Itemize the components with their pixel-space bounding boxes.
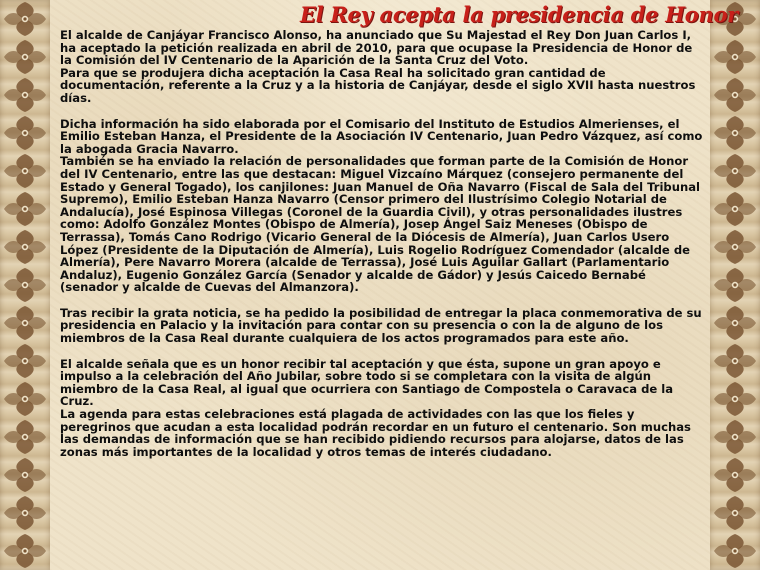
scroll-ornament-icon bbox=[0, 304, 50, 342]
scroll-ornament-icon bbox=[710, 190, 760, 228]
scroll-ornament-icon bbox=[0, 418, 50, 456]
scroll-ornament-icon bbox=[710, 532, 760, 570]
paragraph-agenda: La agenda para estas celebraciones está plagada de actividades con las que los fieles y peregrinos que acudan a esta localidad podrán recordar en un futuro el centenario. Son muchas las demandas de información que se han recibido pidiendo recursos para alojarse, datos de las zonas más importantes de la localidad y otros temas de interés ciudadano. bbox=[60, 407, 691, 459]
right-ornamental-border bbox=[710, 0, 760, 570]
scroll-ornament-icon bbox=[0, 190, 50, 228]
scroll-ornament-icon bbox=[710, 152, 760, 190]
scroll-ornament-icon bbox=[710, 38, 760, 76]
paragraph-plaque-request: Tras recibir la grata noticia, se ha pedido la posibilidad de entregar la placa conmemorativa de su presidencia en Palacio y la invitación para contar con su presencia o con la de alguno de los miembros de la Casa Real durante cualquiera de los actos programados para este año. bbox=[60, 305, 702, 346]
scroll-ornament-icon bbox=[0, 0, 50, 38]
scroll-ornament-icon bbox=[0, 76, 50, 114]
scroll-ornament-icon bbox=[710, 418, 760, 456]
article-title: El Rey acepta la presidencia de Honor bbox=[300, 2, 738, 27]
scroll-ornament-icon bbox=[0, 152, 50, 190]
scroll-ornament-icon bbox=[710, 380, 760, 418]
paragraph-announcement: El alcalde de Canjáyar Francisco Alonso, ha anunciado que Su Majestad el Rey Don Juan Carlos I, ha aceptado la petición realizada en abril de 2010, para que ocupase la Presidencia de Honor de la Comisión del IV Centenario de la Aparición de la Santa Cruz del Voto. bbox=[60, 28, 693, 68]
paragraph-commission-members: También se ha enviado la relación de personalidades que forman parte de la Comisión de Honor del IV Centenario, entre las que destacan: Miguel Vizcaíno Márquez (consejero permanente del Estado y General Togado), los canjilones: Juan Manuel de Oña Navarro (Fiscal de Sala del Tribunal Supremo), Emilio Esteban Hanza Navarro (Censor primero del Ilustrísimo Colegio Notarial de Andalucía), José Espinosa Villegas (Coronel de la Guardia Civil), y otras personalidades ilustres como: Adolfo González Montes (Obispo de Almería), Josep Ángel Saiz Meneses (Obispo de Terrassa), Tomás Cano Rodrigo (Vicario General de la Diócesis de Almería), Juan Carlos Usero López (Presidente de la Diputación de Almería), Luis Rogelio Rodríguez Comendador (alcalde de Almería), Pere Navarro Morera (alcalde de Terrassa), José Luis Aguilar Gallart (Parlamentario Andaluz), Eugenio González García (Senador y alcalde de Gádor) y Jesús Caicedo Bernabé (senador y alcalde de Cuevas del Almanzora). bbox=[60, 154, 701, 295]
scroll-ornament-icon bbox=[710, 456, 760, 494]
scroll-ornament-icon bbox=[0, 228, 50, 266]
scroll-ornament-icon bbox=[710, 304, 760, 342]
paragraph-information: Dicha información ha sido elaborada por el Comisario del Instituto de Estudios Almerienses, el Emilio Esteban Hanza, el Presidente de la Asociación IV Centenario, Juan Pedro Vázquez, así como la abogada Gracia Navarro. bbox=[60, 116, 703, 156]
scroll-ornament-icon bbox=[0, 266, 50, 304]
scroll-ornament-icon bbox=[0, 380, 50, 418]
scroll-ornament-icon bbox=[710, 494, 760, 532]
paragraph-documentation: Para que se produjera dicha aceptación la Casa Real ha solicitado gran cantidad de documentación, referente a la Cruz y a la historia de Canjáyar, desde el siglo XVII hasta nuestros días. bbox=[60, 65, 696, 105]
left-ornamental-border bbox=[0, 0, 50, 570]
scroll-ornament-icon bbox=[0, 494, 50, 532]
scroll-ornament-icon bbox=[0, 456, 50, 494]
scroll-ornament-icon bbox=[0, 38, 50, 76]
scroll-ornament-icon bbox=[710, 76, 760, 114]
scroll-ornament-icon bbox=[0, 532, 50, 570]
scroll-ornament-icon bbox=[710, 114, 760, 152]
scroll-ornament-icon bbox=[710, 228, 760, 266]
scroll-ornament-icon bbox=[710, 266, 760, 304]
scroll-ornament-icon bbox=[710, 342, 760, 380]
scroll-ornament-icon bbox=[0, 342, 50, 380]
paragraph-mayor-statement: El alcalde señala que es un honor recibir tal aceptación y que ésta, supone un gran apoyo e impulso a la celebración del Año Jubilar, sobre todo si se completara con la visita de algún miembro de la Casa Real, al igual que ocurriera con Santiago de Compostela o Caravaca de la Cruz. bbox=[60, 356, 674, 409]
scroll-ornament-icon bbox=[0, 114, 50, 152]
article-body bbox=[60, 29, 705, 458]
